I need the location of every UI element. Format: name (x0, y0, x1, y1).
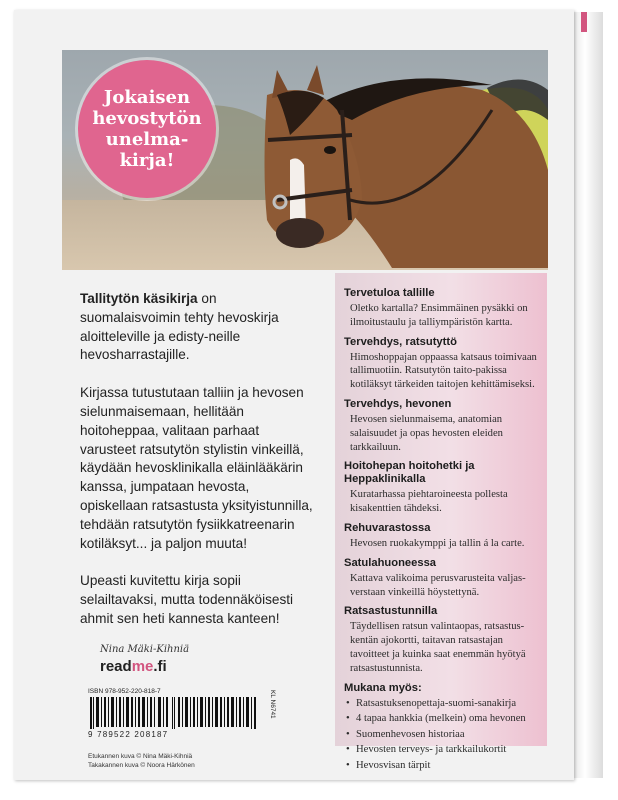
section-body: Hevosen ruokakymppi ja tallin á la carte. (350, 537, 525, 549)
contents-list (344, 287, 540, 775)
photo-credits (88, 752, 195, 770)
section-heading: Tervetuloa tallille (344, 287, 435, 299)
publisher-logo (100, 658, 167, 675)
extras-list (344, 697, 540, 773)
promo-badge-text: Jokaisen hevostytön unelma-kirja! (92, 87, 202, 171)
list-item: • Ratsastuksenopettaja-suomi-sanakirja (344, 697, 540, 711)
credit-line: Etukannen kuva © Nina Mäki-Kihniä (88, 753, 193, 760)
publisher-logo-part2: me (131, 658, 154, 675)
description-paragraph-1 (80, 290, 318, 365)
publisher-logo-part1: read (100, 658, 132, 675)
list-item: • Hevosten terveys- ja tarkkailukortit (344, 743, 540, 757)
description-paragraph-3: Upeasti kuvitettu kirja sopii selailtavaksi, mutta todennäköisesti ahmit sen heti kannesta kanteen! (80, 573, 294, 626)
description-paragraph-2: Kirjassa tutustutaan talliin ja hevosen sielunmaisemaan, hellitään hoitoheppaa, valitaan parhaat varusteet ratsutytön stylistin vinkeillä, käydään hevosklinikalla eläinlääkärin kanssa, jumpataan hevosta, opiskellaan ratsastusta yksityistunnilla, tehdään ratsutytön fysiikkatreenarin kotiläksyt... ja paljon muuta! (80, 385, 313, 551)
credit-line: Takakannen kuva © Noora Härkönen (88, 762, 195, 769)
kl-code: KL N6741 (269, 690, 276, 719)
isbn-text: ISBN 978-952-220-818-7 (88, 688, 161, 695)
section-body: Oletko kartalla? Ensimmäinen pysäkki on ilmoitustaulu ja talliympäristön kartta. (350, 303, 528, 328)
book-spine-edge (572, 12, 603, 778)
section-heading: Tervehdys, ratsutyttö (344, 335, 457, 348)
extras-heading: Mukana myös: (344, 681, 422, 694)
section-body: Täydellisen ratsun valintaopas, ratsastus-kentän ajokortti, taitavan ratsastajan tavoitteet ja kuinka saat enemmän hyötyä ratsastustunnista. (350, 621, 526, 674)
list-item: • 4 tapaa hankkia (melkein) oma hevonen (344, 712, 540, 726)
section-heading: Ratsastustunnilla (344, 605, 438, 618)
publisher-logo-part3: .fi (153, 658, 167, 675)
section-body: Hevosen sielunmaisema, anatomian salaisuudet ja opas hevosten eleiden tarkkailuun. (350, 413, 503, 453)
description-intro: on suomalaisvoimin tehty hevoskirja aloitteleville ja edisty-neille hevosharrastajille. (80, 291, 279, 363)
section-body: Kattava valikoima perusvarusteita valjas-verstaan vinkeillä höystettynä. (350, 572, 526, 598)
section-body: Kuratarhassa piehtaroineesta pollesta kisakenttien tähdeksi. (350, 489, 508, 515)
section-body: Himoshoppajan oppaassa katsaus toimivaan tallimuotiin. Ratsutytön taito-pakissa kotiläksyt tärkeiden taitojen kehittämiseksi. (350, 351, 537, 391)
barcode-block (88, 688, 278, 750)
section-heading: Hoitohepan hoitohetki ja Heppaklinikalla (344, 460, 475, 486)
section-heading: Rehuvarastossa (344, 521, 431, 534)
book-title: Tallitytön käsikirja (80, 291, 198, 306)
section-heading: Tervehdys, hevonen (344, 397, 452, 410)
contents-panel (335, 273, 547, 771)
promo-badge (78, 60, 216, 198)
author-signature: Nina Mäki-Kihniä (100, 644, 190, 655)
section-heading: Satulahuoneessa (344, 556, 437, 569)
barcode-number: 9 789522 208187 (88, 730, 169, 739)
book-description (80, 290, 318, 648)
list-item: • Suomenhevosen historiaa (344, 728, 540, 742)
list-item: • Hevosvisan tärpit (344, 759, 540, 773)
barcode-icon (88, 697, 263, 729)
